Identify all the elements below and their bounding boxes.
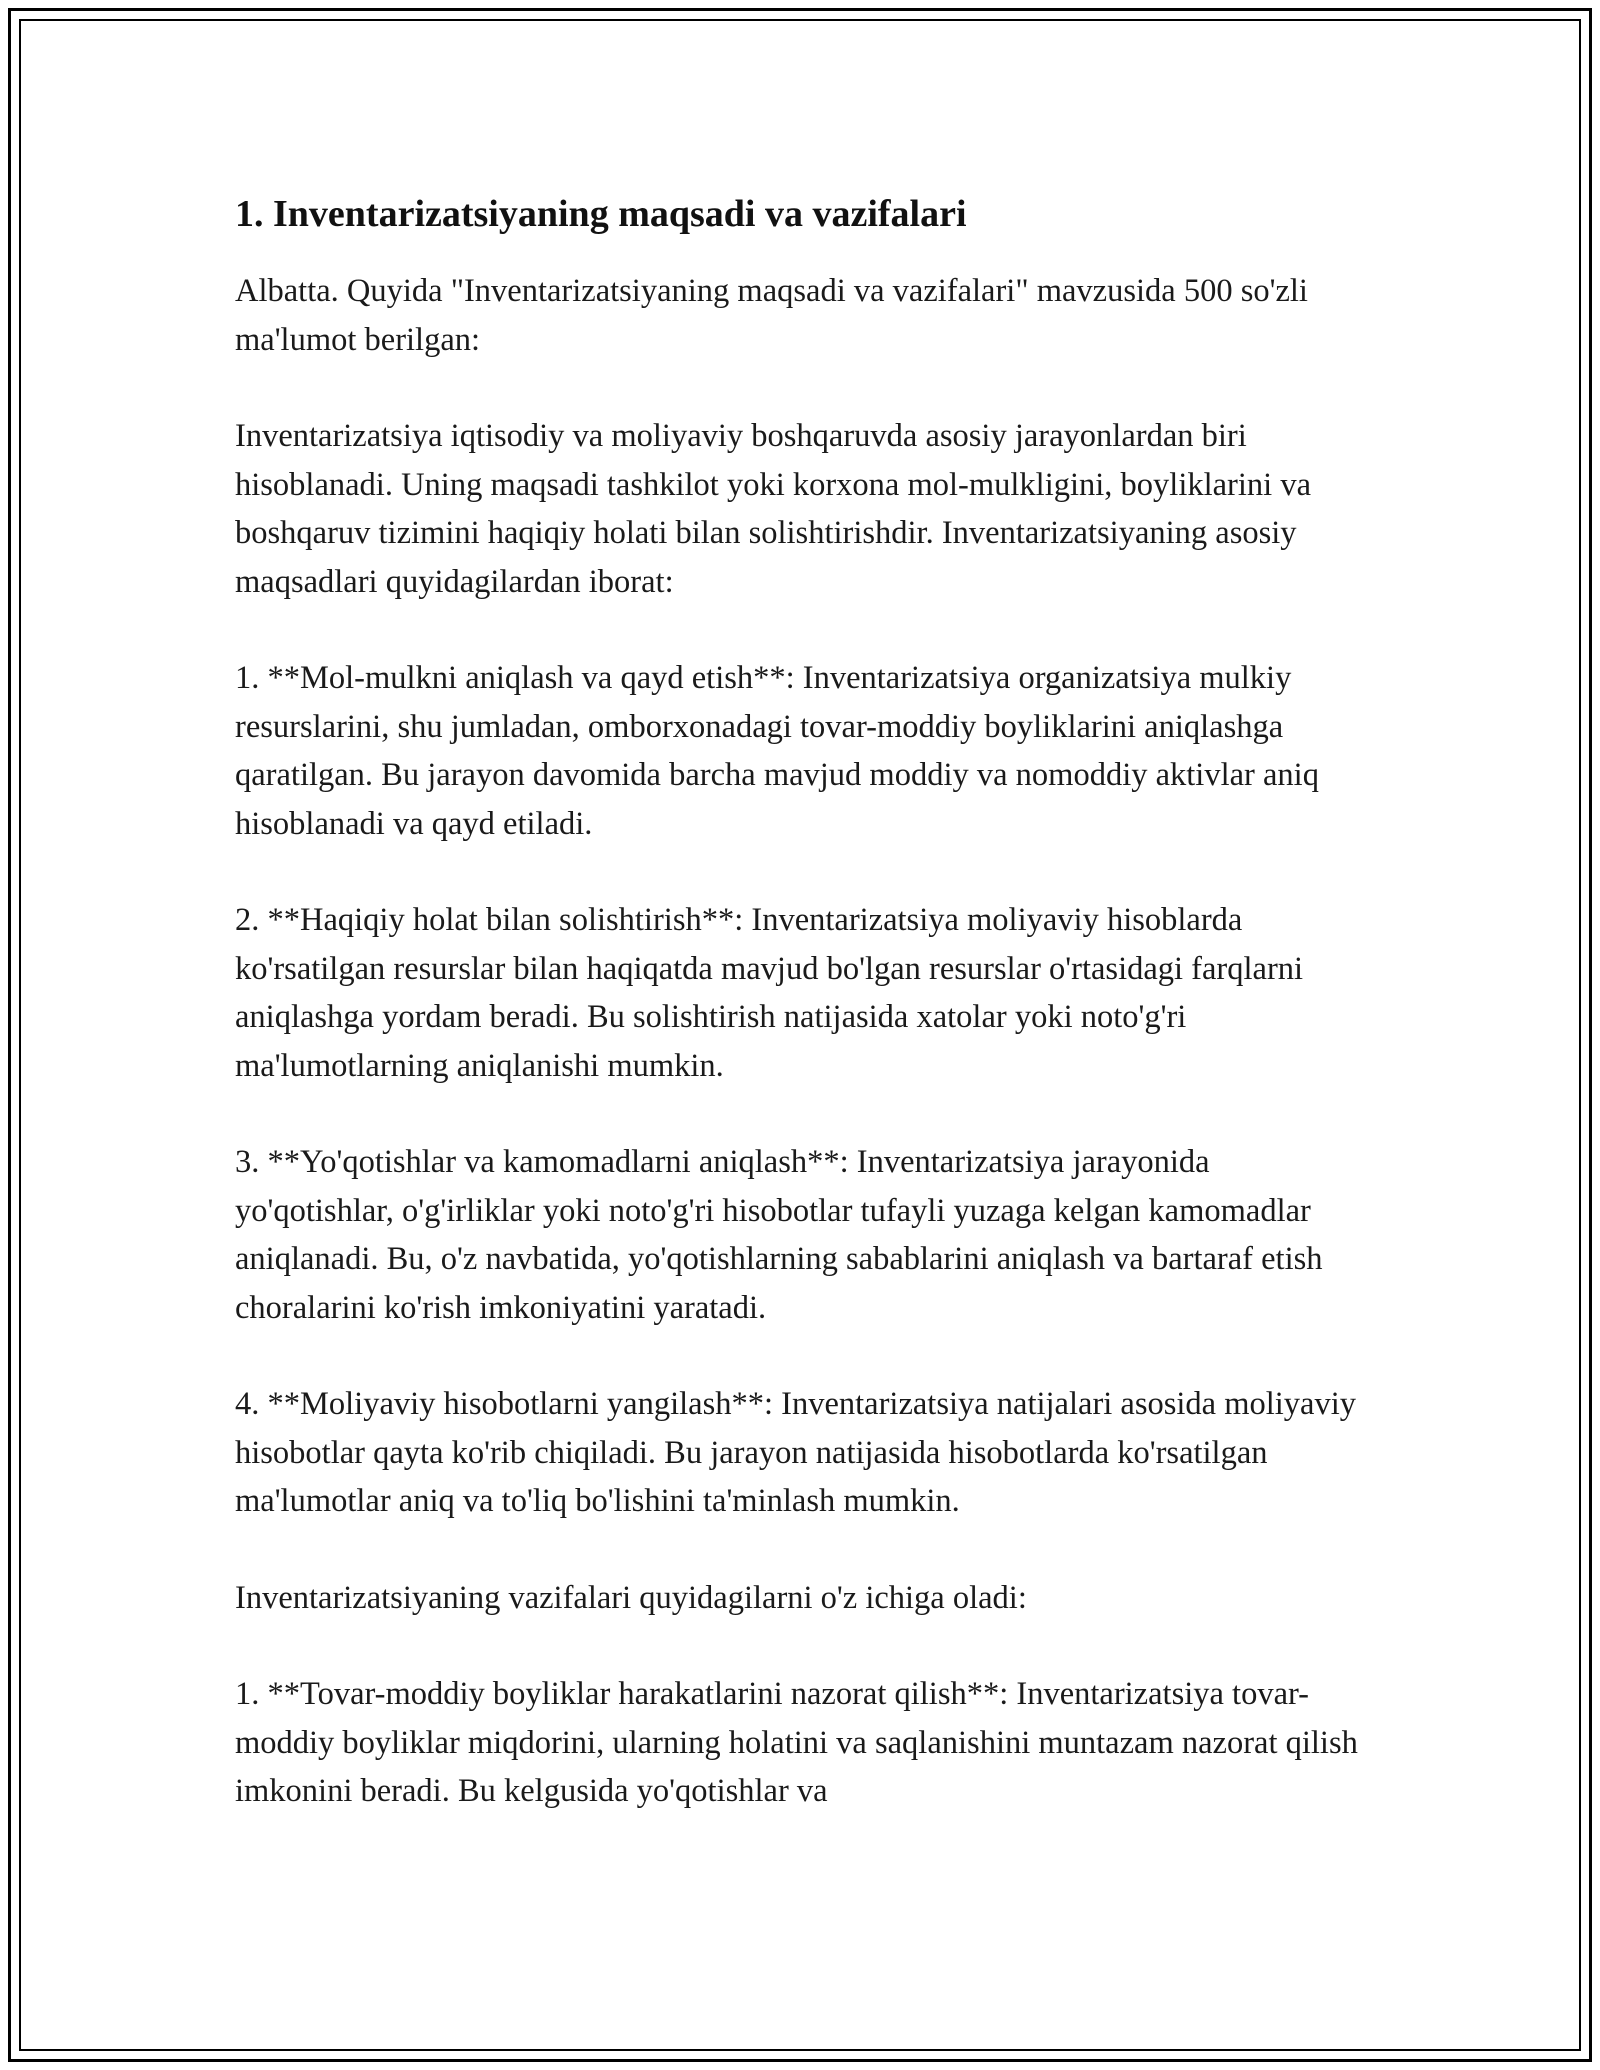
goal-item-1: 1. **Mol-mulkni aniqlash va qayd etish**: Inventarizatsiya organizatsiya mulkiy resurslarini, shu jumladan, omborxonadagi tovar-moddiy boyliklarini aniqlashga qaratilgan. Bu jarayon davomida barcha mavjud moddiy va nomoddiy aktivlar aniq hisoblanadi va qayd etiladi. xyxy=(235,660,1319,842)
goal-item-3: 3. **Yo'qotishlar va kamomadlarni aniqlash**: Inventarizatsiya jarayonida yo'qotishlar, o'g'irliklar yoki noto'g'ri hisobotlar tufayli yuzaga kelgan kamomadlar aniqlanadi. Bu, o'z navbatida, yo'qotishlarning sabablarini aniqlash va bartaraf etish choralarini ko'rish imkoniyatini yaratadi. xyxy=(235,1144,1323,1326)
task-item-1: 1. **Tovar-moddiy boyliklar harakatlarini nazorat qilish**: Inventarizatsiya tovar-moddiy boyliklar miqdorini, ularning holatini va saqlanishini muntazam nazorat qilish imkonini beradi. Bu kelgusida yo'qotishlar va xyxy=(235,1676,1358,1809)
intro-paragraph: Albatta. Quyida "Inventarizatsiyaning maqsadi va vazifalari" mavzusida 500 so'zli ma'lumot berilgan: xyxy=(235,273,1308,358)
definition-paragraph: Inventarizatsiya iqtisodiy va moliyaviy boshqaruvda asosiy jarayonlardan biri hisoblanadi. Uning maqsadi tashkilot yoki korxona mol-mulkligini, boyliklarini va boshqaruv tizimini haqiqiy holati bilan solishtirishdir. Inventarizatsiyaning asosiy maqsadlari quyidagilardan iborat: xyxy=(235,418,1311,600)
goal-item-2: 2. **Haqiqiy holat bilan solishtirish**: Inventarizatsiya moliyaviy hisoblarda ko'rsatilgan resurslar bilan haqiqatda mavjud bo'lgan resurslar o'rtasidagi farqlarni aniqlashga yordam beradi. Bu solishtirish natijasida xatolar yoki noto'g'ri ma'lumotlarning aniqlanishi mumkin. xyxy=(235,902,1304,1084)
page-title: 1. Inventarizatsiyaning maqsadi va vazifalari xyxy=(235,193,967,235)
document-body xyxy=(235,185,1375,1864)
tasks-intro-paragraph: Inventarizatsiyaning vazifalari quyidagilarni o'z ichiga oladi: xyxy=(235,1579,1027,1616)
goal-item-4: 4. **Moliyaviy hisobotlarni yangilash**: Inventarizatsiya natijalari asosida moliyaviy hisobotlar qayta ko'rib chiqiladi. Bu jarayon natijasida hisobotlarda ko'rsatilgan ma'lumotlar aniq va to'liq bo'lishini ta'minlash mumkin. xyxy=(235,1386,1357,1519)
